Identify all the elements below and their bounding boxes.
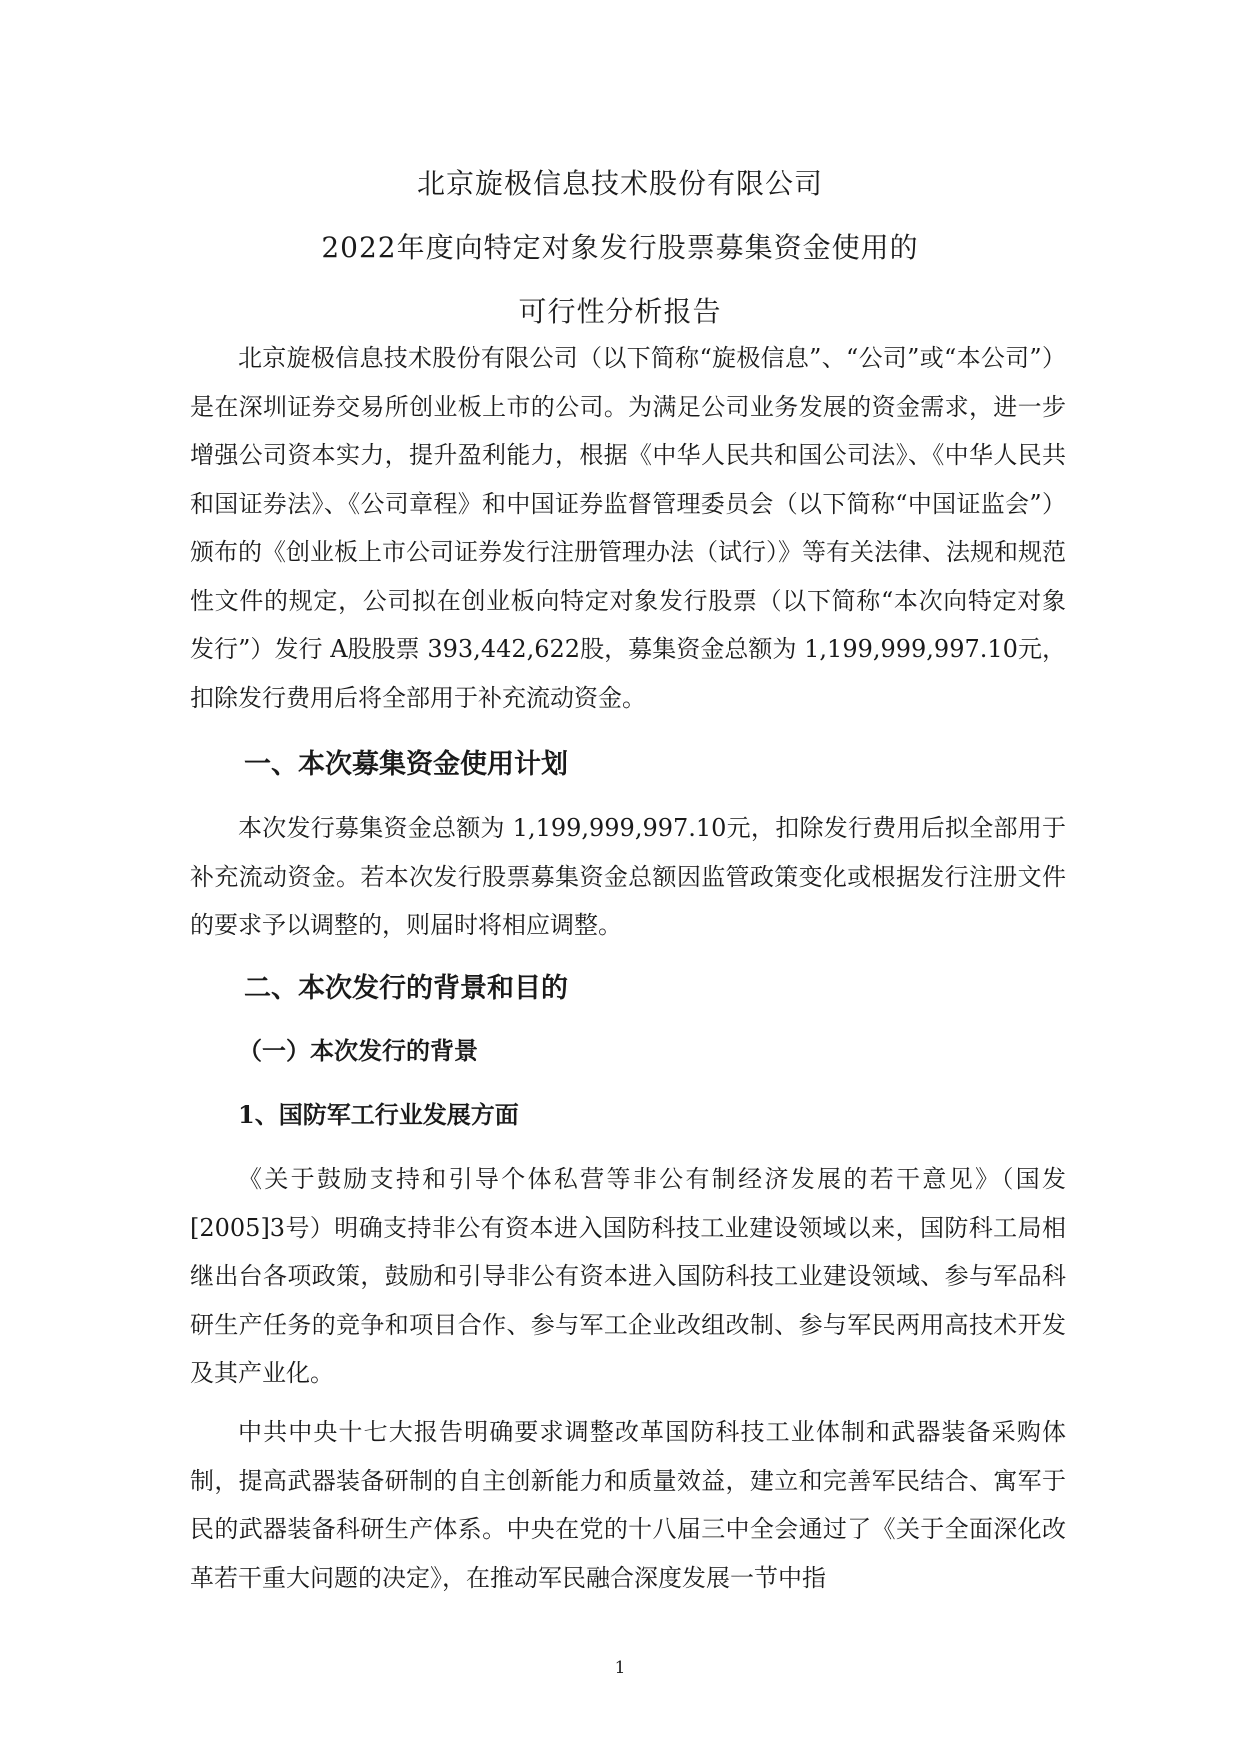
- item-1-heading: [238, 1091, 519, 1139]
- title-line-report: 可行性分析报告: [518, 295, 722, 328]
- section-1-heading: 一、本次募集资金使用计划: [244, 749, 568, 780]
- item-1-number: 1: [238, 1100, 255, 1129]
- section-1-paragraph: 本次发行募集资金总额为 1,199,999,997.10元，扣除发行费用后拟全部用于补充流动资金。若本次发行股票募集资金总额因监管政策变化或根据发行注册文件的要求予以调整的，则届时将相应调整。: [190, 814, 1066, 939]
- document-title: [0, 152, 1240, 344]
- title-line-subject: 2022年度向特定对象发行股票募集资金使用的: [321, 231, 919, 264]
- item-1-title: 、国防军工行业发展方面: [254, 1100, 519, 1129]
- section-2-heading: 二、本次发行的背景和目的: [244, 973, 568, 1004]
- cpc-paragraph: 中共中央十七大报告明确要求调整改革国防科技工业体制和武器装备采购体制，提高武器装备研制的自主创新能力和质量效益，建立和完善军民结合、寓军于民的武器装备科研生产体系。中央在党的十八届三中全会通过了《关于全面深化改革若干重大问题的决定》，在推动军民融合深度发展一节中指: [190, 1418, 1066, 1592]
- intro-paragraph: 北京旋极信息技术股份有限公司（以下简称“旋极信息”、“公司”或“本公司”）是在深圳证券交易所创业板上市的公司。为满足公司业务发展的资金需求，进一步增强公司资本实力，提升盈利能力，根据《中华人民共和国公司法》、《中华人民共和国证券法》、《公司章程》和中国证券监督管理委员会（以下简称“中国证监会”）颁布的《创业板上市公司证券发行注册管理办法（试行）》等有关法律、法规和规范性文件的规定，公司拟在创业板向特定对象发行股票（以下简称“本次向特定对象发行”）发行 A股股票 393,442,622股，募集资金总额为 1,199,999,997.10元，扣除发行费用后将全部用于补充流动资金。: [190, 344, 1066, 712]
- section-2-subheading-background: （一）本次发行的背景: [238, 1036, 478, 1065]
- policy-paragraph: 《关于鼓励支持和引导个体私营等非公有制经济发展的若干意见》（国发[2005]3号）明确支持非公有资本进入国防科技工业建设领域以来，国防科工局相继出台各项政策，鼓励和引导非公有资本进入国防科技工业建设领域、参与军品科研生产任务的竞争和项目合作、参与军工企业改组改制、参与军民两用高技术开发及其产业化。: [190, 1165, 1066, 1387]
- page-number: 1: [614, 1658, 626, 1678]
- title-line-company: 北京旋极信息技术股份有限公司: [416, 167, 823, 200]
